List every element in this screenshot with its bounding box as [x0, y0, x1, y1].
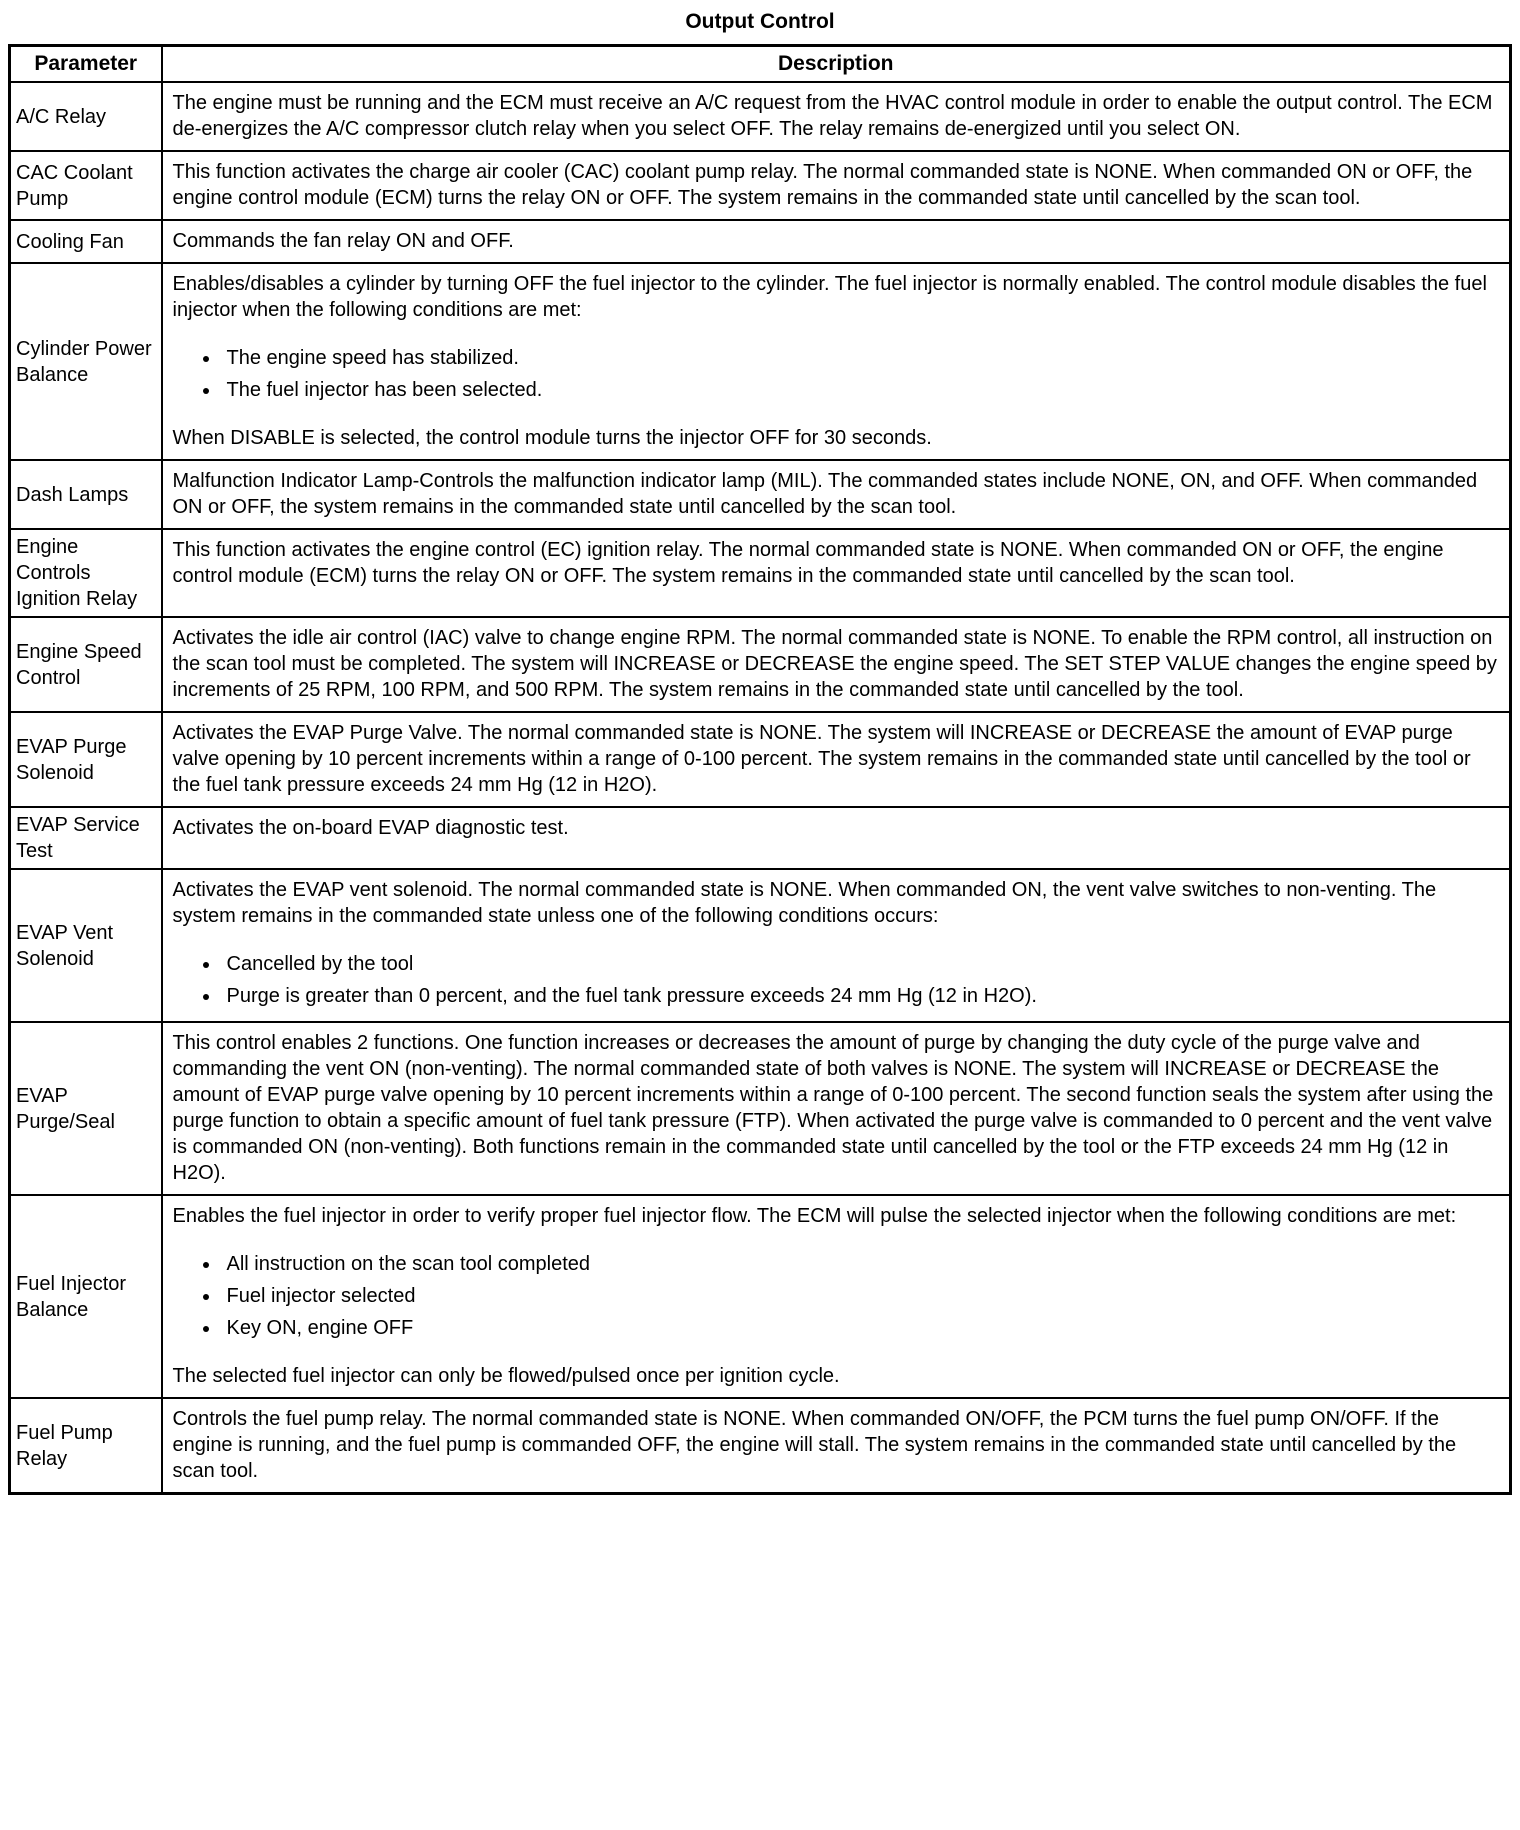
- parameter-cell: EVAP Vent Solenoid: [10, 869, 162, 1022]
- description-paragraph: Activates the on-board EVAP diagnostic test.: [172, 817, 569, 839]
- description-cell: [162, 1195, 1511, 1398]
- table-row: [10, 712, 1511, 807]
- table-row: [10, 220, 1511, 263]
- description-cell: [162, 529, 1511, 617]
- description-cell: [162, 807, 1511, 869]
- table-header: [10, 46, 1511, 83]
- page-title: Output Control: [685, 10, 835, 33]
- bullet-item: • The fuel injector has been selected.: [221, 377, 1500, 403]
- parameter-cell: Engine Speed Control: [10, 617, 162, 712]
- description-paragraph: When DISABLE is selected, the control module turns the injector OFF for 30 seconds.: [172, 427, 932, 449]
- bullet-item: • Fuel injector selected: [221, 1283, 1500, 1309]
- parameter-cell: EVAP Service Test: [10, 807, 162, 869]
- parameter-cell: EVAP Purge/Seal: [10, 1022, 162, 1195]
- description-cell: [162, 82, 1511, 151]
- description-paragraph: Controls the fuel pump relay. The normal commanded state is NONE. When commanded ON/OFF, the PCM turns the fuel pump ON/OFF. If the engine is running, and the fuel pump is commanded OFF, the engine will stall. The system remains in the commanded state until cancelled by the scan tool.: [172, 1408, 1457, 1482]
- table-row: [10, 82, 1511, 151]
- description-cell: [162, 617, 1511, 712]
- description-paragraph: This function activates the engine control (EC) ignition relay. The normal commanded state is NONE. When commanded ON or OFF, the engine control module (ECM) turns the relay ON or OFF. The system remains in the commanded state until cancelled by the scan tool.: [172, 539, 1444, 587]
- parameter-cell: Dash Lamps: [10, 460, 162, 529]
- description-paragraph: Activates the EVAP vent solenoid. The normal commanded state is NONE. When commanded ON, the vent valve switches to non-venting. The system remains in the commanded state unless one of the following conditions occurs:: [172, 879, 1437, 927]
- bullet-item: • The engine speed has stabilized.: [221, 345, 1500, 371]
- description-cell: [162, 712, 1511, 807]
- description-column-header: Description: [162, 46, 1511, 83]
- table-row: [10, 617, 1511, 712]
- description-cell: [162, 263, 1511, 460]
- parameter-cell: Engine Controls Ignition Relay: [10, 529, 162, 617]
- parameter-cell: Cylinder Power Balance: [10, 263, 162, 460]
- table-row: [10, 263, 1511, 460]
- description-paragraph: The engine must be running and the ECM must receive an A/C request from the HVAC control module in order to enable the output control. The ECM de-energizes the A/C compressor clutch relay when you select OFF. The relay remains de-energized until you select ON.: [172, 92, 1493, 140]
- parameter-column-header: Parameter: [10, 46, 162, 83]
- description-paragraph: Enables the fuel injector in order to verify proper fuel injector flow. The ECM will pulse the selected injector when the following conditions are met:: [172, 1205, 1457, 1227]
- header-row: [10, 46, 1511, 83]
- description-cell: [162, 460, 1511, 529]
- description-cell: [162, 1022, 1511, 1195]
- parameter-cell: EVAP Purge Solenoid: [10, 712, 162, 807]
- description-paragraph: Activates the idle air control (IAC) valve to change engine RPM. The normal commanded state is NONE. To enable the RPM control, all instruction on the scan tool must be completed. The system will INCREASE or DECREASE the engine speed. The SET STEP VALUE changes the engine speed by increments of 25 RPM, 100 RPM, and 500 RPM. The system remains in the commanded state until cancelled by the tool.: [172, 627, 1497, 701]
- table-row: [10, 460, 1511, 529]
- parameter-cell: Fuel Injector Balance: [10, 1195, 162, 1398]
- description-paragraph: Activates the EVAP Purge Valve. The normal commanded state is NONE. The system will INCREASE or DECREASE the amount of EVAP purge valve opening by 10 percent increments within a range of 0-100 percent. The system remains in the commanded state until cancelled by the tool or the fuel tank pressure exceeds 24 mm Hg (12 in H2O).: [172, 722, 1471, 796]
- bullet-item: • Cancelled by the tool: [221, 951, 1500, 977]
- bullet-item: • Purge is greater than 0 percent, and the fuel tank pressure exceeds 24 mm Hg (12 in H2O).: [221, 983, 1500, 1009]
- parameter-cell: Fuel Pump Relay: [10, 1398, 162, 1494]
- bullet-list: [173, 345, 1500, 403]
- table-body: [10, 82, 1511, 1494]
- description-paragraph: Malfunction Indicator Lamp-Controls the malfunction indicator lamp (MIL). The commanded states include NONE, ON, and OFF. When commanded ON or OFF, the system remains in the commanded state until cancelled by the scan tool.: [172, 470, 1478, 518]
- bullet-list: [173, 1251, 1500, 1341]
- table-row: [10, 1195, 1511, 1398]
- table-row: [10, 807, 1511, 869]
- description-cell: [162, 151, 1511, 220]
- description-paragraph: This control enables 2 functions. One function increases or decreases the amount of purge by changing the duty cycle of the purge valve and commanding the vent ON (non-venting). The normal commanded state of both valves is NONE. The system will INCREASE or DECREASE the amount of EVAP purge valve opening by 10 percent increments within a range of 0-100 percent. The second function seals the system after using the purge function to obtain a specific amount of fuel tank pressure (FTP). When activated the purge valve is commanded to 0 percent and the vent valve is commanded ON (non-venting). Both functions remain in the commanded state until cancelled by the tool or the FTP exceeds 24 mm Hg (12 in H2O).: [172, 1032, 1494, 1184]
- bullet-list: [173, 951, 1500, 1009]
- table-row: [10, 529, 1511, 617]
- description-cell: [162, 869, 1511, 1022]
- description-paragraph: Enables/disables a cylinder by turning OFF the fuel injector to the cylinder. The fuel injector is normally enabled. The control module disables the fuel injector when the following conditions are met:: [172, 273, 1487, 321]
- bullet-item: • Key ON, engine OFF: [221, 1315, 1500, 1341]
- table-row: [10, 151, 1511, 220]
- bullet-item: • All instruction on the scan tool completed: [221, 1251, 1500, 1277]
- description-cell: [162, 220, 1511, 263]
- table-row: [10, 869, 1511, 1022]
- parameter-cell: A/C Relay: [10, 82, 162, 151]
- parameter-cell: CAC Coolant Pump: [10, 151, 162, 220]
- description-paragraph: Commands the fan relay ON and OFF.: [172, 230, 514, 252]
- description-cell: [162, 1398, 1511, 1494]
- parameter-cell: Cooling Fan: [10, 220, 162, 263]
- table-row: [10, 1022, 1511, 1195]
- description-paragraph: This function activates the charge air cooler (CAC) coolant pump relay. The normal commanded state is NONE. When commanded ON or OFF, the engine control module (ECM) turns the relay ON or OFF. The system remains in the commanded state until cancelled by the scan tool.: [172, 161, 1473, 209]
- description-paragraph: The selected fuel injector can only be flowed/pulsed once per ignition cycle.: [172, 1365, 840, 1387]
- output-control-table: [8, 44, 1512, 1495]
- table-row: [10, 1398, 1511, 1494]
